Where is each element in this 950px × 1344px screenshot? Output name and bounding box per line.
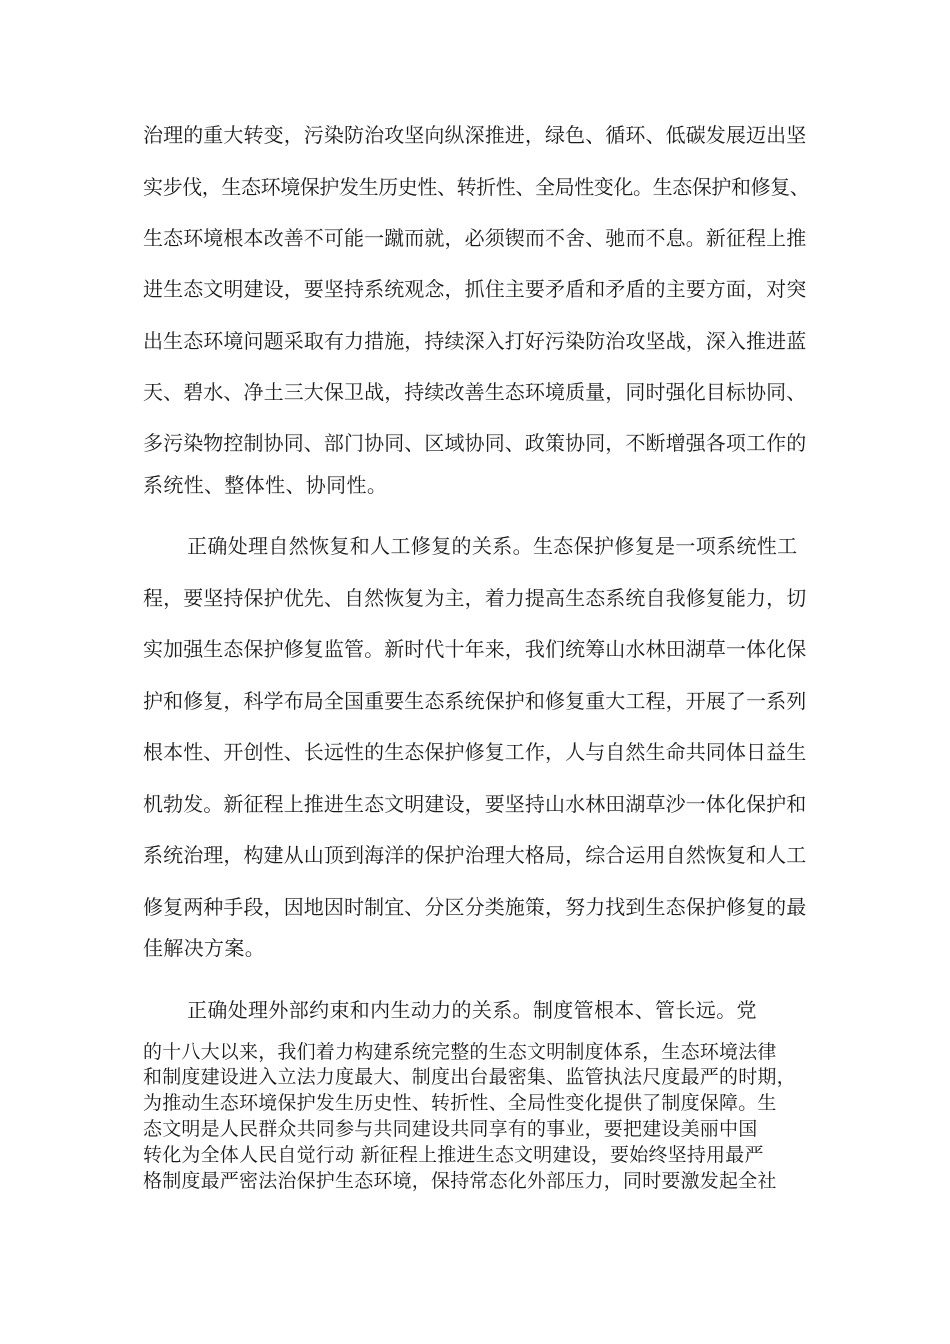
text-line: 程，要坚持保护优先、自然恢复为主，着力提高生态系统自我修复能力，切 [143,586,807,610]
text-line: 和制度建设进入立法力度最大、制度出台最密集、监管执法尺度最严的时期， [143,1066,796,1088]
text-line: 生态环境根本改善不可能一蹴而就，必须锲而不舍、驰而不息。新征程上推 [143,226,807,250]
text-line: 修复两种手段，因地因时制宜、分区分类施策，努力找到生态保护修复的最 [143,895,807,919]
text-line: 实步伐，生态环境保护发生历史性、转折性、全局性变化。生态保护和修复、 [143,175,810,199]
text-line: 为推动生态环境保护发生历史性、转折性、全局性变化提供了制度保障。生 [143,1092,777,1114]
text-line: 正确处理外部约束和内生动力的关系。制度管根本、管长远。党 [187,998,757,1022]
text-line: 出生态环境问题采取有力措施，持续深入打好污染防治攻坚战，深入推进蓝 [143,329,807,353]
text-line: 多污染物控制协同、部门协同、区域协同、政策协同，不断增强各项工作的 [143,431,807,455]
text-line: 进生态文明建设，要坚持系统观念，抓住主要矛盾和矛盾的主要方面，对突 [143,277,807,301]
text-line: 系统性、整体性、协同性。 [143,473,388,497]
text-line: 的十八大以来，我们着力构建系统完整的生态文明制度体系，生态环境法律 [143,1041,777,1063]
text-line: 机勃发。新征程上推进生态文明建设，要坚持山水林田湖草沙一体化保护和 [143,792,807,816]
text-line: 系统治理，构建从山顶到海洋的保护治理大格局，综合运用自然恢复和人工 [143,843,807,867]
text-line: 正确处理自然恢复和人工修复的关系。生态保护修复是一项系统性工 [187,534,798,558]
text-line: 天、碧水、净土三大保卫战，持续改善生态环境质量，同时强化目标协同、 [143,380,807,404]
text-line: 态文明是人民群众共同参与共同建设共同享有的事业，要把建设美丽中国 [143,1118,758,1140]
text-line: 实加强生态保护修复监管。新时代十年来，我们统筹山水林田湖草一体化保 [143,637,807,661]
text-line: 治理的重大转变，污染防治攻坚向纵深推进，绿色、循环、低碳发展迈出坚 [143,123,807,147]
text-line: 转化为全体人民自觉行动 新征程上推进生态文明建设，要始终坚持用最严 [143,1144,764,1166]
text-line: 根本性、开创性、长远性的生态保护修复工作，人与自然生命共同体日益生 [143,740,807,764]
text-line: 护和修复，科学布局全国重要生态系统保护和修复重大工程，开展了一系列 [143,689,807,713]
text-line: 格制度最严密法治保护生态环境，保持常态化外部压力，同时要激发起全社 [143,1170,777,1192]
text-line: 佳解决方案。 [143,936,266,960]
